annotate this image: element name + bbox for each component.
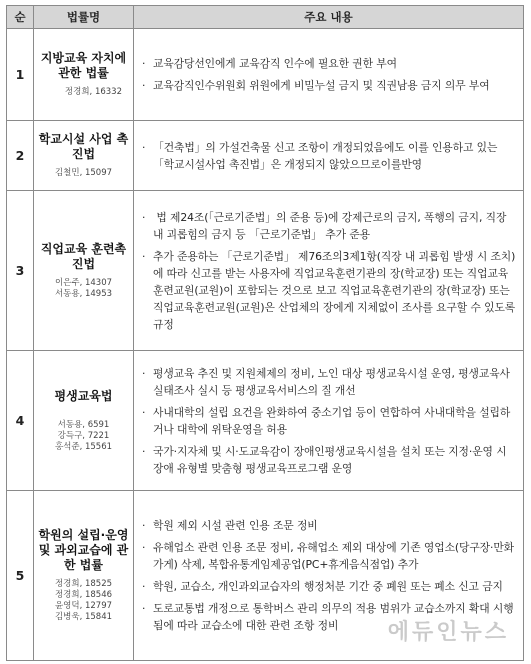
law-name-cell [34,191,134,351]
table-row [7,29,524,121]
watermark: 에듀인뉴스 [387,620,509,645]
sponsor: 강득구, 7221 [57,430,110,441]
law-name-cell [34,29,134,121]
sponsor: 윤영덕, 12797 [54,601,113,611]
bullet-item: · 추가 준용하는 「근로기준법」 제76조의3제1항(직장 내 괴롭힘 발생 시 조치)에 따라 신고를 받는 사용자에 직업교육훈련기관의 장(학교장) 또는 직업교육훈련교원(교원)이 포함되는 것으로 보고 직업교육훈련기관의 장(학교장) 또는 직업교육훈련교원(교원)은 산업체의 장에게 지체없이 조사를 요구할 수 있도록 규정 [142,249,516,331]
content-cell [134,121,524,191]
bullet-item: · 도로교통법 개정으로 통학버스 관리 의무의 적용 범위가 교습소까지 확대 시행됨에 따라 교습소에 대한 관련 조항 정비 [142,602,514,632]
sponsor: 서동용, 14953 [54,288,113,299]
content-cell [134,191,524,351]
row-number: 1 [7,29,34,121]
law-title: 지방교육 자치에 관한 법률 [40,51,127,80]
document [6,5,523,660]
content-cell [134,29,524,121]
row-number: 5 [7,491,34,661]
sponsor: 김철민, 15097 [54,168,113,178]
bullet-item: · 유해업소 관련 인용 조문 정비, 유해업소 제외 대상에 기존 영업소(당구장·만화가게) 삭제, 복합유통게임제공업(PC+휴게음식점업) 추가 [142,541,514,571]
table-row [7,351,524,491]
bullet-item: · 교육감당선인에게 교육감직 인수에 필요한 권한 부여 [142,57,397,70]
sponsor: 정경희, 18525 [54,579,113,589]
law-name-cell [34,351,134,491]
sponsor: 정경희, 18546 [54,590,113,600]
bullet-item: · 교육감직인수위원회 위원에게 비밀누설 금지 및 직권남용 금지 의무 부여 [142,79,490,92]
row-number: 4 [7,351,34,491]
law-name-cell [34,491,134,661]
header-num: 순 [7,6,34,29]
bullet-item: · 「건축법」의 가설건축물 신고 조항이 개정되었음에도 이를 인용하고 있는 「학교시설사업 촉진법」은 개정되지 않았으므로이를반영 [142,140,498,171]
law-table [6,5,524,661]
law-title: 직업교육 훈련촉진법 [40,241,127,271]
sponsor: 이은주, 14307 [54,277,113,288]
law-title: 학교시설 사업 촉진법 [38,132,129,161]
content-cell [134,351,524,491]
row-number: 2 [7,121,34,191]
bullet-item: · 학원 제외 시설 관련 인용 조문 정비 [142,519,318,532]
bullet-item: · 사내대학의 설립 요건을 완화하여 중소기업 등이 연합하여 사내대학을 설립하거나 대학에 위탁운영을 허용 [142,405,511,436]
sponsor: 정경희, 16332 [64,87,122,97]
table-row [7,121,524,191]
sponsor: 서동용, 6591 [57,419,110,430]
bullet-item: · 평생교육 추진 및 지원체제의 정비, 노인 대상 평생교육시설 운영, 평생교육사 실태조사 실시 등 평생교육서비스의 질 개선 [142,366,510,397]
header-content: 주요 내용 [134,6,524,29]
bullet-item: · 학원, 교습소, 개인과외교습자의 행정처분 기간 중 폐원 또는 폐소 신고 금지 [142,580,503,593]
law-title: 평생교육법 [54,388,113,403]
bullet-item: · 법 제24조(「근로기준법」의 준용 등)에 강제근로의 금지, 폭행의 금지, 직장 내 괴롭힘의 금지 등 「근로기준법」 추가 준용 [142,210,507,241]
law-title: 학원의 설립·운영 및 과외교습에 관한 법률 [38,528,129,572]
row-number: 3 [7,191,34,351]
sponsor: 홍석준, 15561 [54,441,113,452]
law-name-cell [34,121,134,191]
bullet-item: · 국가·지자체 및 시·도교육감이 장애인평생교육시설을 설치 또는 지정·운영 시 장애 유형별 맞춤형 평생교육프로그램 운영 [142,444,507,475]
table-row [7,191,524,351]
sponsor: 김병욱, 15841 [54,612,113,622]
table-header-row [7,6,524,29]
header-law: 법률명 [34,6,134,29]
